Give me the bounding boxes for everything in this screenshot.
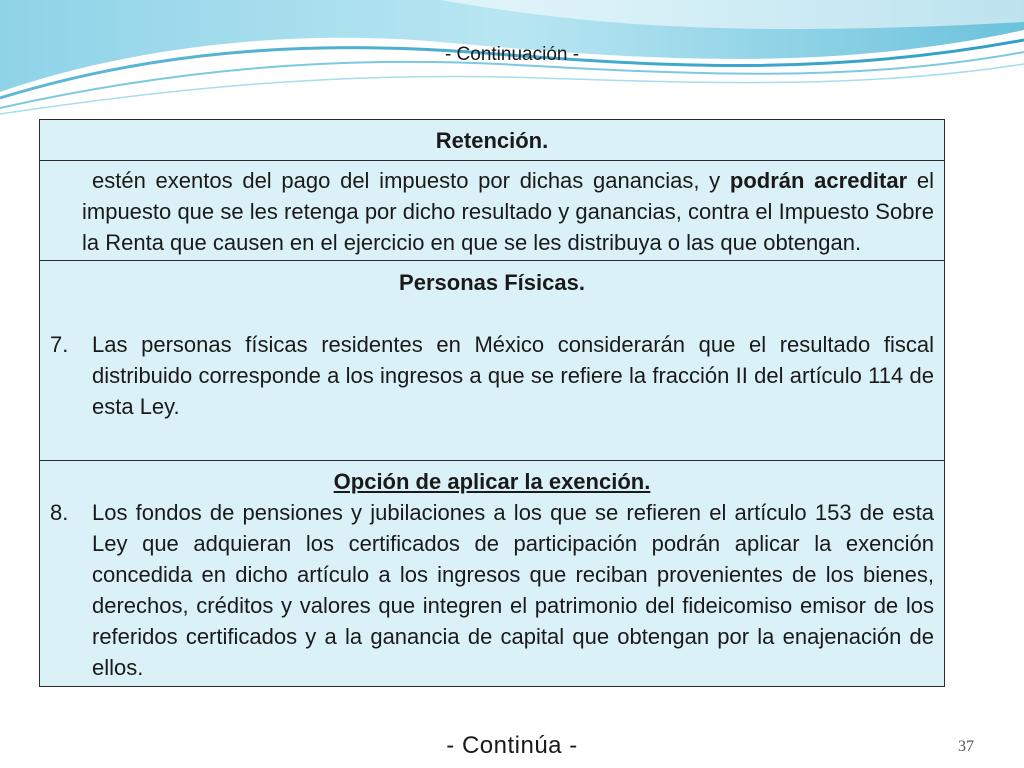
opcion-heading: Opción de aplicar la exención. <box>333 469 651 494</box>
retention-text-row <box>40 161 945 261</box>
opcion-cell <box>40 461 945 687</box>
retention-paragraph <box>82 161 934 260</box>
retention-text-part-2: el impuesto que se les retenga por dicho resultado y ganancias, contra el Impuesto Sobre la Renta que causen en el ejercicio en que se les distribuya o las que obtengan. <box>82 168 934 255</box>
page-number: 37 <box>958 738 974 755</box>
personas-item <box>50 329 934 422</box>
opcion-item <box>50 497 934 683</box>
personas-row <box>40 261 945 461</box>
item-number-8: 8. <box>50 500 69 525</box>
continues-note: - Continúa - <box>446 732 578 759</box>
opcion-text: Los fondos de pensiones y jubilaciones a los que se refieren el artículo 153 de esta Ley que adquieran los certificados de participación podrán aplicar la exención concedida en dicho artículo a los ingresos que reciban provenientes de los bienes, derechos, créditos y valores que integren el patrimonio del fideicomiso emisor de los referidos certificados y a la ganancia de capital que obtengan por la enajenación de ellos. <box>92 500 934 680</box>
personas-heading: Personas Físicas. <box>399 270 585 295</box>
continuation-note: - Continuación - <box>444 44 580 65</box>
retention-text-cell <box>40 161 945 261</box>
retention-text-part-1: estén exentos del pago del impuesto por dichas ganancias, y <box>92 168 730 193</box>
personas-text: Las personas físicas residentes en México considerarán que el resultado fiscal distribuido corresponde a los ingresos a que se refiere la fracción II del artículo 114 de esta Ley. <box>92 332 934 419</box>
retention-heading-row <box>40 120 945 161</box>
opcion-row <box>40 461 945 687</box>
content-table <box>39 119 945 687</box>
retention-text-bold: podrán acreditar <box>729 168 908 193</box>
personas-cell <box>40 261 945 461</box>
retention-heading: Retención. <box>40 120 945 161</box>
item-number-7: 7. <box>50 332 69 357</box>
